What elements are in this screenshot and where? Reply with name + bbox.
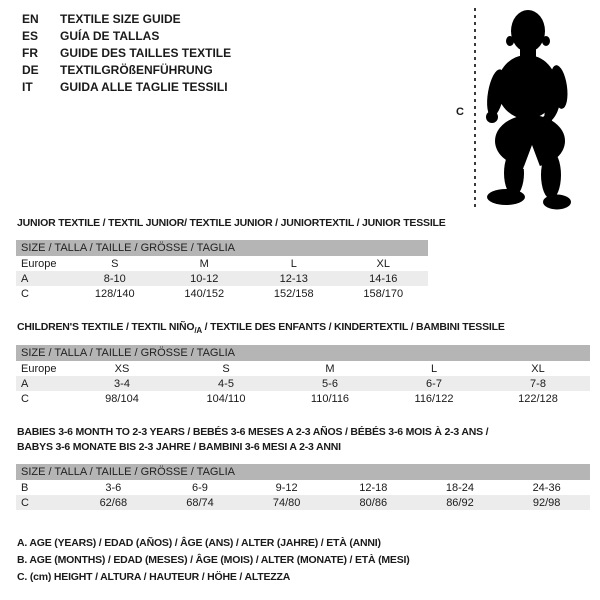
row-label: C: [21, 496, 29, 509]
language-label: TEXTILE SIZE GUIDE: [60, 12, 181, 26]
height-measure-label: C: [456, 106, 464, 118]
size-cell: 116/122: [414, 392, 454, 405]
language-label: GUIDE DES TAILLES TEXTILE: [60, 46, 232, 60]
size-cell: 8-10: [103, 272, 126, 285]
table-row-europe: [16, 361, 590, 376]
table-row-height: [16, 391, 590, 406]
size-cell: 74/80: [272, 496, 301, 509]
row-label: Europe: [21, 257, 57, 270]
size-cell: 80/86: [359, 496, 388, 509]
table-row-height: [16, 286, 428, 301]
table-row-age: [16, 376, 590, 391]
table-row-height: [16, 495, 590, 510]
size-cell: 24-36: [532, 481, 561, 494]
children-table-title: [17, 321, 505, 335]
language-code: ES: [22, 29, 39, 43]
footnote-a: A. AGE (YEARS) / EDAD (AÑOS) / ÂGE (ANS) / ALTER (JAHRE) / ETÀ (ANNI): [17, 537, 381, 549]
babies-title-line1: BABIES 3-6 MONTH TO 2-3 YEARS / BEBÉS 3-6 MESES A 2-3 AÑOS / BÉBÉS 3-6 MOIS À 2-3 ANS /: [17, 426, 489, 438]
size-cell: 3-6: [105, 481, 122, 494]
size-cell: 110/116: [310, 392, 350, 405]
size-cell: S: [111, 257, 119, 270]
size-cell: 14-16: [369, 272, 398, 285]
language-row-it: [22, 79, 231, 96]
language-row-es: [22, 28, 231, 45]
size-cell: 12-13: [279, 272, 308, 285]
size-cell: XL: [531, 362, 545, 375]
size-cell: 92/98: [532, 496, 561, 509]
row-label: B: [21, 481, 29, 494]
babies-title-line2: BABYS 3-6 MONATE BIS 2-3 JAHRE / BAMBINI 3-6 MESI A 2-3 ANNI: [17, 441, 341, 453]
language-code: IT: [22, 80, 33, 94]
size-cell: 98/104: [105, 392, 139, 405]
row-label: A: [21, 377, 29, 390]
size-cell: 62/68: [99, 496, 128, 509]
row-label: C: [21, 287, 29, 300]
size-cell: 10-12: [190, 272, 219, 285]
children-title-pre: CHILDREN'S TEXTILE / TEXTIL NIÑO: [17, 321, 195, 333]
children-title-sub: /A: [194, 326, 202, 336]
babies-table-title: [17, 425, 488, 455]
language-label: GUÍA DE TALLAS: [60, 29, 160, 43]
size-cell: 158/170: [363, 287, 404, 300]
size-cell: 4-5: [218, 377, 234, 390]
size-cell: 3-4: [114, 377, 130, 390]
size-header: SIZE / TALLA / TAILLE / GRÖSSE / TAGLIA: [16, 345, 590, 361]
height-measure-line: [474, 8, 476, 208]
size-cell: 140/152: [184, 287, 225, 300]
language-row-fr: [22, 45, 231, 62]
language-code: FR: [22, 46, 38, 60]
junior-size-table: [16, 240, 428, 301]
size-header: SIZE / TALLA / TAILLE / GRÖSSE / TAGLIA: [16, 240, 428, 256]
size-cell: 7-8: [530, 377, 546, 390]
toddler-silhouette-icon: [482, 3, 594, 213]
size-cell: XL: [376, 257, 390, 270]
size-cell: L: [430, 362, 438, 375]
size-cell: 9-12: [275, 481, 298, 494]
footnotes: [17, 535, 410, 586]
size-header: SIZE / TALLA / TAILLE / GRÖSSE / TAGLIA: [16, 464, 590, 480]
size-cell: M: [325, 362, 335, 375]
size-cell: 5-6: [322, 377, 338, 390]
size-cell: 6-7: [426, 377, 442, 390]
size-cell: 104/110: [206, 392, 246, 405]
size-cell: 86/92: [446, 496, 474, 509]
language-row-en: [22, 11, 231, 28]
children-size-table: [16, 345, 590, 406]
table-row-europe: [16, 256, 428, 271]
babies-size-table: [16, 464, 590, 510]
size-cell: 6-9: [192, 481, 208, 494]
row-label: A: [21, 272, 29, 285]
children-title-post: / TEXTILE DES ENFANTS / KINDERTEXTIL / BAMBINI TESSILE: [201, 321, 505, 333]
row-label: C: [21, 392, 29, 405]
size-cell: 122/128: [518, 392, 558, 405]
language-row-de: [22, 62, 231, 79]
size-cell: S: [222, 362, 230, 375]
language-label: GUIDA ALLE TAGLIE TESSILI: [60, 80, 228, 94]
size-cell: M: [199, 257, 209, 270]
footnote-c: C. (cm) HEIGHT / ALTURA / HAUTEUR / HÖHE / ALTEZZA: [17, 571, 291, 583]
footnote-b: B. AGE (MONTHS) / EDAD (MESES) / ÂGE (MOIS) / ALTER (MONATE) / ETÀ (MESI): [17, 554, 410, 566]
size-cell: XS: [114, 362, 130, 375]
size-cell: 68/74: [186, 496, 214, 509]
language-code: EN: [22, 12, 39, 26]
size-cell: 18-24: [445, 481, 475, 494]
row-label: Europe: [21, 362, 57, 375]
language-list: [22, 11, 231, 96]
size-cell: 128/140: [94, 287, 135, 300]
size-cell: 152/158: [273, 287, 314, 300]
language-label: TEXTILGRÖßENFÜHRUNG: [60, 63, 213, 77]
language-code: DE: [22, 63, 39, 77]
size-cell: L: [290, 257, 297, 270]
junior-table-title: JUNIOR TEXTILE / TEXTIL JUNIOR/ TEXTILE JUNIOR / JUNIORTEXTIL / JUNIOR TESSILE: [17, 217, 446, 229]
table-row-age-months: [16, 480, 590, 495]
size-cell: 12-18: [359, 481, 388, 494]
table-row-age: [16, 271, 428, 286]
